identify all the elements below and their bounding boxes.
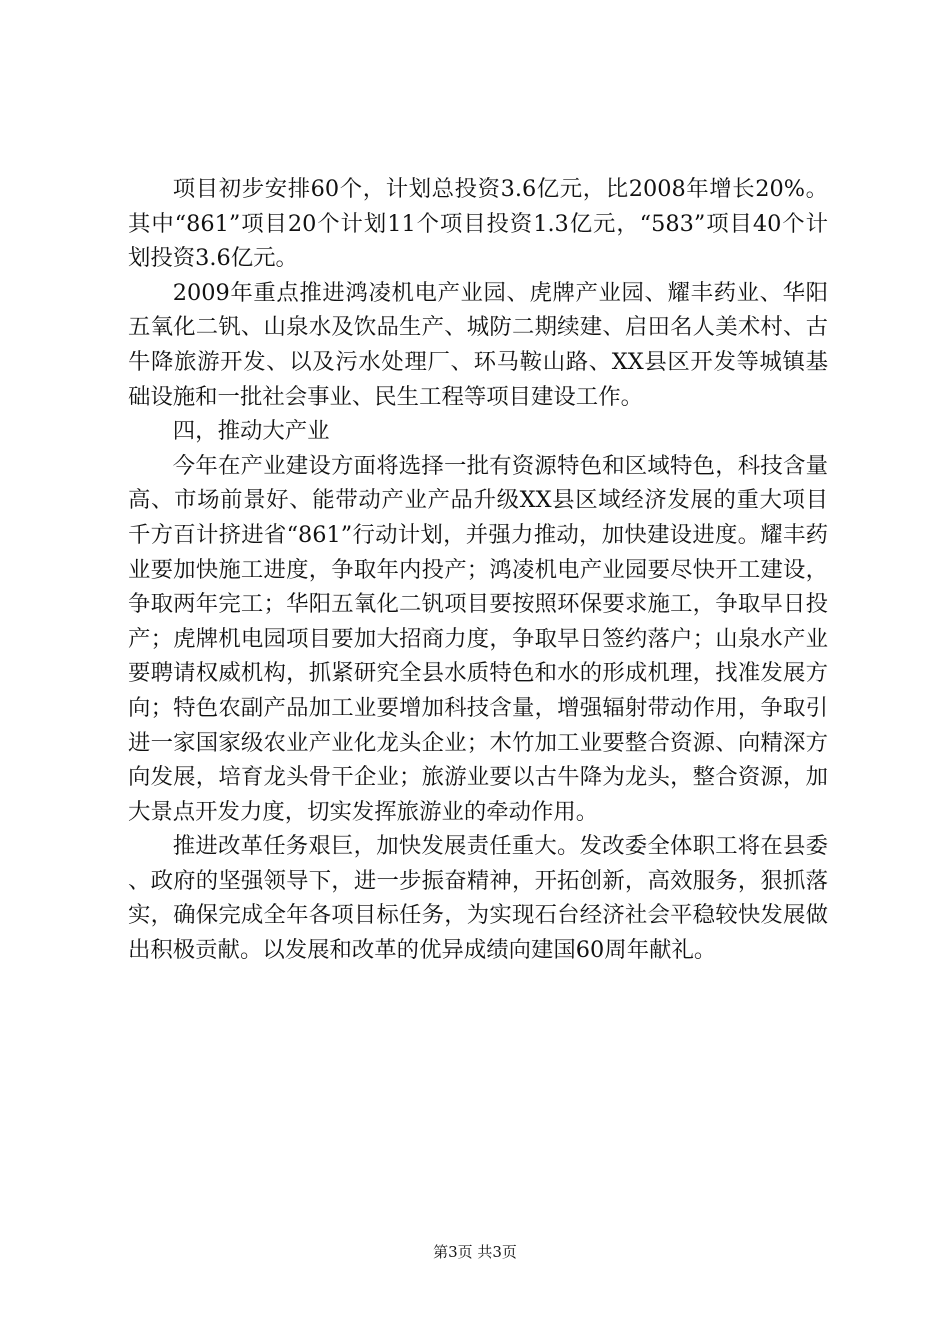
- paragraph-industry-construction: 今年在产业建设方面将选择一批有资源特色和区域特色，科技含量高、市场前景好、能带动产业产品升级XX县区域经济发展的重大项目千方百计挤进省“861”行动计划，并强力推动，加快建设进度。耀丰药业要加快施工进度，争取年内投产；鸿凌机电产业园要尽快开工建设，争取两年完工；华阳五氧化二钒项目要按照环保要求施工，争取早日投产；虎牌机电园项目要加大招商力度，争取早日签约落户；山泉水产业要聘请权威机构，抓紧研究全县水质特色和水的形成机理，找准发展方向；特色农副产品加工业要增加科技含量，增强辐射带动作用，争取引进一家国家级农业产业化龙头企业；木竹加工业要整合资源、向精深方向发展，培育龙头骨干企业；旅游业要以古牛降为龙头，整合资源，加大景点开发力度，切实发挥旅游业的牵动作用。: [128, 452, 828, 825]
- page-footer: 第3页 共3页: [433, 1243, 517, 1261]
- section-heading-industry: 四，推动大产业: [172, 418, 330, 445]
- paragraph-key-projects-2009: 2009年重点推进鸿凌机电产业园、虎牌产业园、耀丰药业、华阳五氧化二钒、山泉水及饮品生产、城防二期续建、启田名人美术村、古牛降旅游开发、以及污水处理厂、环马鞍山路、XX县区开发等城镇基础设施和一批社会事业、民生工程等项目建设工作。: [128, 279, 828, 410]
- paragraph-project-arrangement: 项目初步安排60个，计划总投资3.6亿元，比2008年增长20%。其中“861”项目20个计划11个项目投资1.3亿元，“583”项目40个计划投资3.6亿元。: [128, 176, 828, 272]
- document-body: [128, 172, 828, 968]
- paragraph-conclusion: 推进改革任务艰巨，加快发展责任重大。发改委全体职工将在县委、政府的坚强领导下，进一步振奋精神，开拓创新，高效服务，狠抓落实，确保完成全年各项目标任务，为实现石台经济社会平稳较快发展做出积极贡献。以发展和改革的优异成绩向建国60周年献礼。: [128, 833, 828, 964]
